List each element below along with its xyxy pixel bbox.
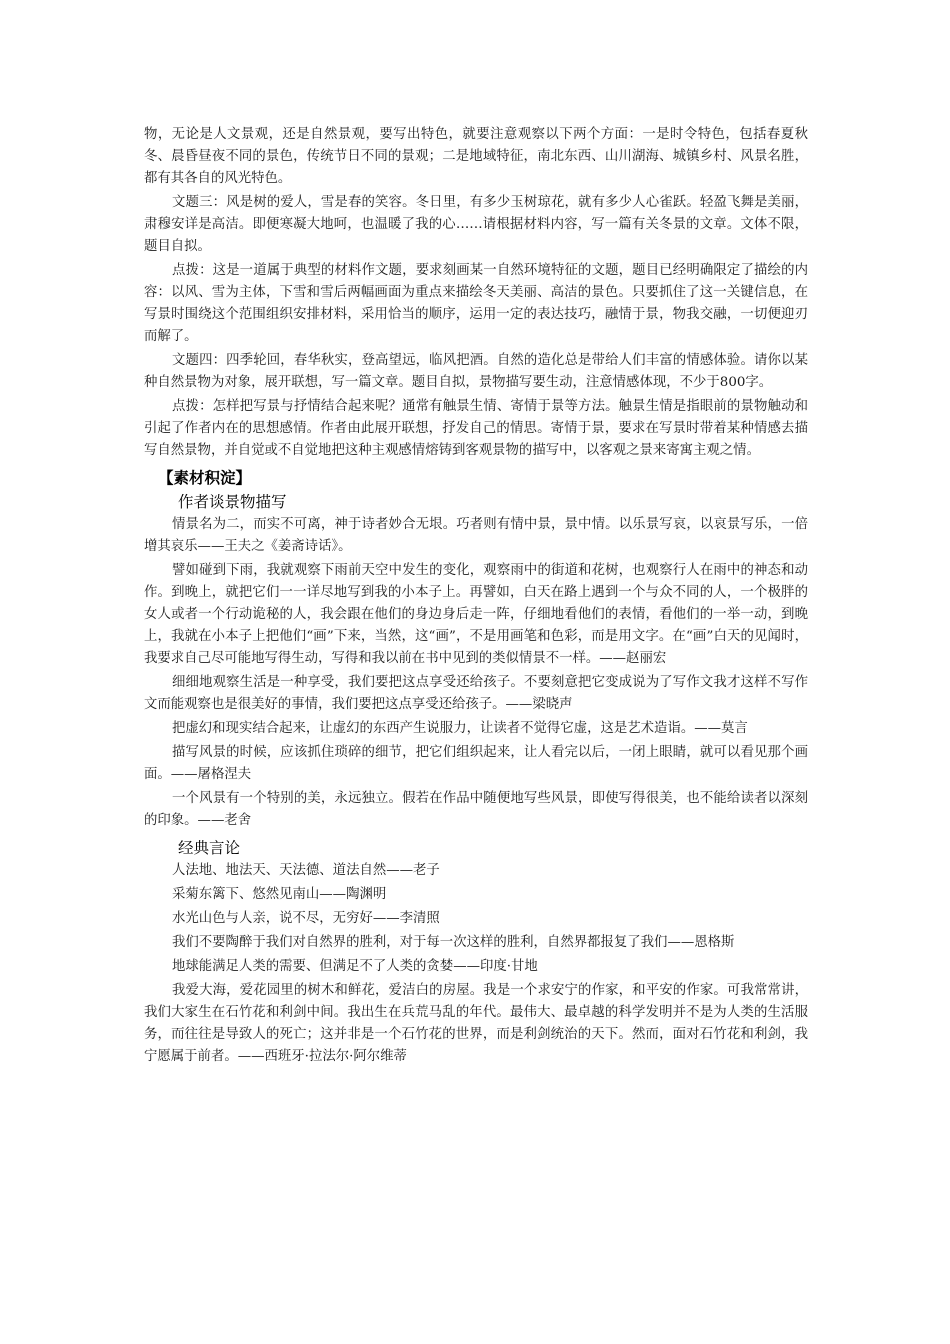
classic-quote: 地球能满足人类的需要、但满足不了人类的贪婪——印度·甘地: [172, 959, 538, 974]
author-quote: 一个风景有一个特别的美，永远独立。假若在作品中随便地写些风景，即使写得很美，也不能给读者以深刻的印象。——老舍: [144, 791, 808, 828]
paragraph-hint-3: 点拨：这是一道属于典型的材料作文题，要求刻画某一自然环境特征的文题，题目已经明确限定了描绘的内容：以风、雪为主体，下雪和雪后两幅画面为重点来描绘冬天美丽、高洁的景色。只要抓住了这一关键信息，在写景时围绕这个范围组织安排材料，采用恰当的顺序，运用一定的表达技巧，融情于景，物我交融，一切便迎刃而解了。: [144, 263, 808, 344]
classic-quote: 人法地、地法天、天法德、道法自然——老子: [172, 863, 440, 878]
section-title: 【素材积淀】: [158, 469, 252, 487]
classic-quote: 采菊东篱下、悠然见南山——陶渊明: [172, 887, 387, 902]
classic-quote: 我爱大海，爱花园里的树木和鲜花，爱洁白的房屋。我是一个求安宁的作家，和平安的作家。可我常常讲，我们大家生在石竹花和利剑中间。我出生在兵荒马乱的年代。最伟大、最卓越的科学发明并不是为人类的生活服务，而往往是导致人的死亡；这并非是一个石竹花的世界，而是利剑统治的天下。然而，面对石竹花和利剑，我宁愿属于前者。——西班牙·拉法尔·阿尔维蒂: [144, 983, 808, 1064]
subsection-title-authors: 作者谈景物描写: [178, 493, 287, 511]
paragraph-observation: 物，无论是人文景观，还是自然景观，要写出特色，就要注意观察以下两个方面：一是时令特色，包括春夏秋冬、晨昏昼夜不同的景色，传统节日不同的景观；二是地域特征，南北东西、山川湖海、城镇乡村、风景名胜，都有其各自的风光特色。: [144, 127, 808, 186]
classic-quote: 我们不要陶醉于我们对自然界的胜利，对于每一次这样的胜利，自然界都报复了我们——恩格斯: [172, 935, 735, 950]
author-quote: 譬如碰到下雨，我就观察下雨前天空中发生的变化，观察雨中的街道和花树，也观察行人在雨中的神态和动作。到晚上，就把它们一一详尽地写到我的小本子上。再譬如，白天在路上遇到一个与众不同的人，一个极胖的女人或者一个行动诡秘的人，我会跟在他们的身边身后走一阵，仔细地看他们的表情，看他们的一举一动，到晚上，我就在小本子上把他们“画”下来，当然，这“画”，不是用画笔和色彩，而是用文字。在“画”白天的见闻时，我要求自己尽可能地写得生动，写得和我以前在书中见到的类似情景不一样。——赵丽宏: [144, 563, 808, 666]
author-quote: 细细地观察生活是一种享受，我们要把这点享受还给孩子。不要刻意把它变成说为了写作文我才这样不写作文而能观察也是很美好的事情，我们要把这点享受还给孩子。——梁晓声: [144, 675, 808, 712]
document-page: [144, 124, 808, 1070]
paragraph-topic-4: 文题四：四季轮回，春华秋实，登高望远，临风把酒。自然的造化总是带给人们丰富的情感体验。请你以某种自然景物为对象，展开联想，写一篇文章。题目自拟，景物描写要生动，注意情感体现，不少于800字。: [144, 353, 808, 390]
author-quote: 把虚幻和现实结合起来，让虚幻的东西产生说服力，让读者不觉得它虚，这是艺术造诣。——莫言: [172, 721, 748, 736]
subsection-title-classics: 经典言论: [178, 839, 241, 857]
classic-quote: 水光山色与人亲，说不尽，无穷好——李清照: [172, 911, 440, 926]
author-quote: 情景名为二，而实不可离，神于诗者妙合无垠。巧者则有情中景，景中情。以乐景写哀，以哀景写乐，一倍增其哀乐——王夫之《姜斋诗话》。: [144, 517, 808, 554]
paragraph-topic-3: 文题三：风是树的爱人，雪是春的笑容。冬日里，有多少玉树琼花，就有多少人心雀跃。轻盈飞舞是美丽，肃穆安详是高洁。即便寒凝大地呵，也温暖了我的心……请根据材料内容，写一篇有关冬景的文章。文体不限，题目自拟。: [144, 195, 808, 254]
author-quote: 描写风景的时候，应该抓住琐碎的细节，把它们组织起来，让人看完以后，一闭上眼睛，就可以看见那个画面。——屠格涅夫: [144, 745, 808, 782]
paragraph-hint-4: 点拨：怎样把写景与抒情结合起来呢？通常有触景生情、寄情于景等方法。触景生情是指眼前的景物触动和引起了作者内在的思想感情。作者由此展开联想，抒发自己的情思。寄情于景，要求在写景时带着某种情感去描写自然景物，并自觉或不自觉地把这种主观感情熔铸到客观景物的描写中，以客观之景来寄寓主观之情。: [144, 399, 808, 458]
